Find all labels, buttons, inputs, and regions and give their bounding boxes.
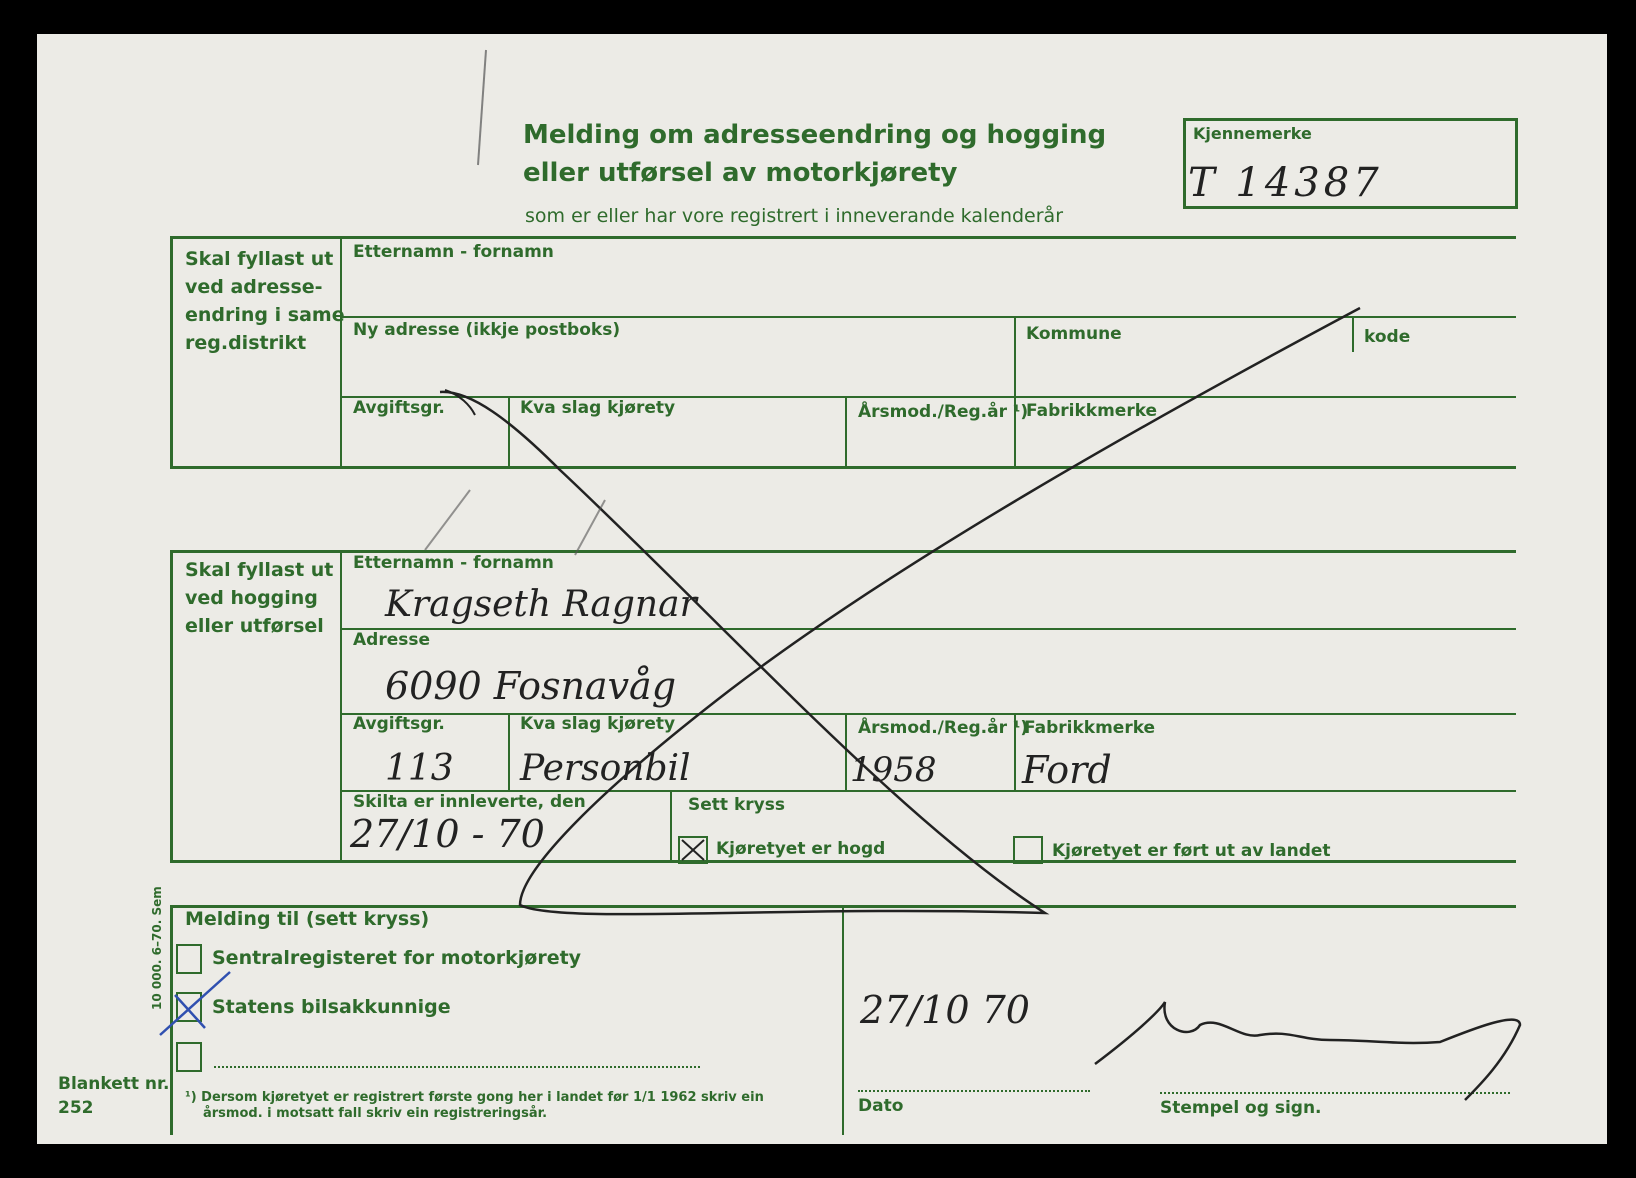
section2-side-line3: eller utførsel [185, 615, 324, 637]
footnote-line2: årsmod. i motsatt fall skriv ein registreringsår. [203, 1106, 548, 1121]
footnote-line1: ¹) Dersom kjøretyet er registrert første gong her i landet før 1/1 1962 skriv ein [185, 1090, 764, 1105]
cross-out-stroke-1 [440, 308, 1360, 914]
kjennemerke-value: T 14387 [1188, 160, 1383, 206]
section2-fabrikkmerke-value: Ford [1022, 748, 1112, 792]
dato-label: Dato [858, 1096, 904, 1116]
section2-sett-kryss-label: Sett kryss [688, 795, 785, 815]
section1-ny-adresse-label: Ny adresse (ikkje postboks) [353, 320, 621, 340]
blankett-label: Blankett nr. [58, 1074, 170, 1094]
section1-side-line1: Skal fyllast ut [185, 248, 334, 270]
option-sentralregisteret: Sentralregisteret for motorkjørety [212, 947, 582, 969]
hogd-label: Kjøretyet er hogd [716, 839, 886, 859]
section2-arsmod-label: Årsmod./Reg.år ¹) [858, 718, 1029, 738]
section1-side-line3: endring i same [185, 304, 345, 326]
section2-avgiftsgr-label: Avgiftsgr. [353, 714, 445, 734]
section2-skilta-label: Skilta er innleverte, den [353, 792, 586, 812]
section2-fabrikkmerke-label: Fabrikkmerke [1024, 718, 1156, 738]
section2-kva-slag-label: Kva slag kjørety [520, 714, 676, 734]
section2-avgiftsgr-value: 113 [385, 748, 454, 789]
section1-kva-slag-label: Kva slag kjørety [520, 398, 676, 418]
section1-avgiftsgr-label: Avgiftsgr. [353, 398, 445, 418]
kjennemerke-label: Kjennemerke [1193, 124, 1312, 143]
section1-etternamn-label: Etternamn - fornamn [353, 242, 554, 262]
section2-adresse-value: 6090 Fosnavåg [385, 664, 677, 708]
blue-check-x-icon [160, 972, 230, 1035]
stempel-label: Stempel og sign. [1160, 1098, 1322, 1118]
print-info: 10 000. 6–70. Sem [150, 886, 164, 1010]
blankett-number: 252 [58, 1098, 94, 1118]
recipient-heading: Melding til (sett kryss) [185, 908, 430, 930]
section2-side-line1: Skal fyllast ut [185, 559, 334, 581]
section1-kommune-label: Kommune [1026, 324, 1122, 344]
option-bilsakkunnige: Statens bilsakkunnige [212, 996, 451, 1018]
form-title-line2: eller utførsel av motorkjørety [523, 158, 958, 188]
section2-adresse-label: Adresse [353, 630, 431, 650]
section2-etternamn-value: Kragseth Ragnar [385, 584, 697, 625]
signature-stroke [1095, 1002, 1520, 1100]
section1-kode-label: kode [1364, 327, 1411, 347]
section2-etternamn-label: Etternamn - fornamn [353, 553, 554, 573]
form-title-line1: Melding om adresseendring og hogging [523, 120, 1107, 150]
section2-kva-slag-value: Personbil [520, 748, 691, 789]
utfort-label: Kjøretyet er ført ut av landet [1052, 841, 1331, 861]
section1-side-line4: reg.distrikt [185, 332, 307, 354]
section2-arsmod-value: 1958 [850, 750, 937, 790]
section1-fabrikkmerke-label: Fabrikkmerke [1026, 401, 1158, 421]
section1-side-line2: ved adresse- [185, 276, 323, 298]
section1-arsmod-label: Årsmod./Reg.år ¹) [858, 402, 1029, 422]
dato-value: 27/10 70 [860, 988, 1030, 1032]
section2-side-line2: ved hogging [185, 587, 318, 609]
form-subtitle: som er eller har vore registrert i inneverande kalenderår [525, 205, 1064, 227]
section2-skilta-value: 27/10 - 70 [350, 812, 545, 856]
